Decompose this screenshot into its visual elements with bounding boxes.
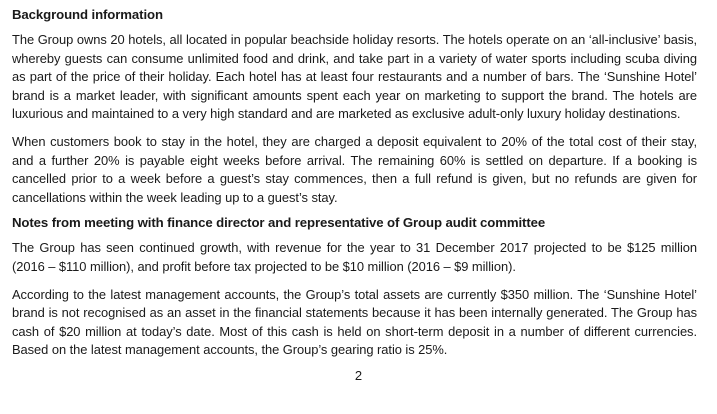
page-number: 2	[354, 368, 363, 383]
paragraph-booking-terms: When customers book to stay in the hotel, they are charged a deposit equivalent to 20% of the total cost of their stay, and a further 20% is payable eight weeks before arrival. The remaining 60% is settled on departure. If a booking is cancelled prior to a week before a guest’s stay commences, then a full refund is given, but no refunds are given for cancellations within the week leading up to a guest’s stay.	[12, 133, 697, 205]
section-heading-background: Background information	[12, 7, 163, 22]
section-heading-meeting-notes: Notes from meeting with finance director and representative of Group audit committee	[12, 215, 546, 231]
paragraph-group-overview: The Group owns 20 hotels, all located in popular beachside holiday resorts. The hotels operate on an ‘all-inclusive’ basis, whereby guests can consume unlimited food and drink, and take part in a variety of water sports including scuba diving as part of the price of their holiday. Each hotel has at least four restaurants and a number of bars. The ‘Sunshine Hotel’ brand is a market leader, with significant amounts spent each year on marketing to support the brand. The hotels are luxurious and maintained to a very high standard and are marketed as exclusive adult-only luxury holiday destinations.	[12, 32, 697, 122]
paragraph-assets-cash: According to the latest management accounts, the Group’s total assets are currently $350 million. The ‘Sunshine Hotel’ brand is not recognised as an asset in the financial statements because it has been internally generated. The Group has cash of $20 million at today’s date. Most of this cash is held on short-term deposit in a number of different currencies. Based on the latest management accounts, the Group’s gearing ratio is 25%.	[12, 286, 697, 358]
paragraph-revenue-growth: The Group has seen continued growth, with revenue for the year to 31 December 2017 projected to be $125 million (2016 – $110 million), and profit before tax projected to be $10 million (2016 – $9 million).	[12, 240, 697, 274]
document-page	[12, 4, 697, 360]
